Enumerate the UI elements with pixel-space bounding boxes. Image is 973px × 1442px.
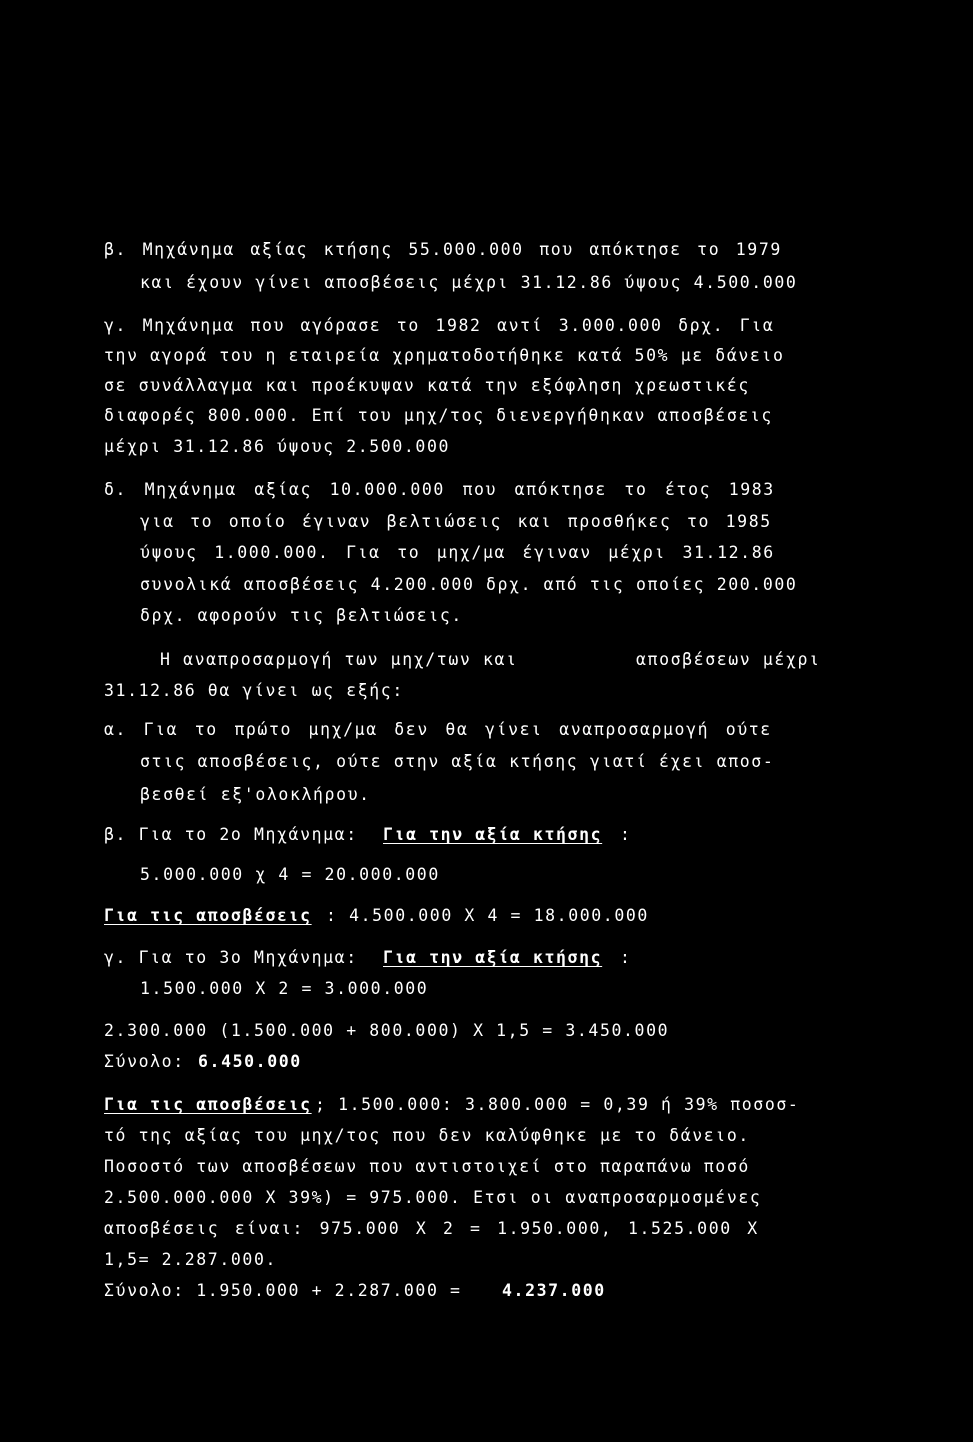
text-line: β. Μηχάνημα αξίας κτήσης 55.000.000 που απόκτησε το 1979 [104,240,782,259]
text-line: μέχρι 31.12.86 ύψους 2.500.000 [104,437,451,456]
text-line: Η αναπροσαρμογή των μηχ/των και [160,650,518,669]
text-line: Σύνολο: [104,1052,185,1071]
text-line: 2.300.000 (1.500.000 + 800.000) Χ 1,5 = 3.450.000 [104,1021,670,1040]
total-value: 4.237.000 [502,1281,606,1300]
text-line: σε συνάλλαγμα και προέκυψαν κατά την εξόφληση χρεωστικές [104,376,750,395]
text-line: τό της αξίας του μηχ/τος που δεν καλύφθηκε με το δάνειο. [104,1126,750,1145]
text-line: αποσβέσεις είναι: 975.000 Χ 2 = 1.950.000, 1.525.000 Χ [104,1219,759,1238]
text-line: γ. Για το 3ο Μηχάνημα: [104,948,358,967]
text-line: και έχουν γίνει αποσβέσεις μέχρι 31.12.86 ύψους 4.500.000 [140,273,798,292]
underlined-heading: Για τις αποσβέσεις [104,906,312,925]
text-line: δρχ. αφορούν τις βελτιώσεις. [140,606,463,625]
text-line: βεσθεί εξ'ολοκλήρου. [140,785,371,804]
text-line: δ. Μηχάνημα αξίας 10.000.000 που απόκτησε το έτος 1983 [104,480,775,499]
text-line: : 4.500.000 Χ 4 = 18.000.000 [326,906,649,925]
text-line: την αγορά του η εταιρεία χρηματοδοτήθηκε κατά 50% με δάνειο [104,346,785,365]
text-line: : [620,825,632,844]
text-line: στις αποσβέσεις, ούτε στην αξία κτήσης γιατί έχει αποσ- [140,752,775,771]
text-line: γ. Μηχάνημα που αγόρασε το 1982 αντί 3.000.000 δρχ. Για [104,316,775,335]
underlined-heading: Για την αξία κτήσης [383,948,603,967]
text-line: β. Για το 2ο Μηχάνημα: [104,825,358,844]
text-line: 1,5= 2.287.000. [104,1250,278,1269]
text-line: αποσβέσεων μέχρι [636,650,821,669]
text-line: Σύνολο: 1.950.000 + 2.287.000 = [104,1281,462,1300]
text-line: : [620,948,632,967]
total-value: 6.450.000 [198,1052,302,1071]
underlined-heading: Για τις αποσβέσεις [104,1095,312,1114]
text-line: συνολικά αποσβέσεις 4.200.000 δρχ. από τις οποίες 200.000 [140,575,798,594]
text-line: διαφορές 800.000. Επί του μηχ/τος διενεργήθηκαν αποσβέσεις [104,406,773,425]
text-line: για το οποίο έγιναν βελτιώσεις και προσθήκες το 1985 [140,512,772,531]
text-line: α. Για το πρώτο μηχ/μα δεν θα γίνει αναπροσαρμογή ούτε [104,720,772,739]
text-line: 2.500.000.000 Χ 39%) = 975.000. Ετσι οι αναπροσαρμοσμένες [104,1188,762,1207]
text-line: ύψους 1.000.000. Για το μηχ/μα έγιναν μέχρι 31.12.86 [140,543,775,562]
text-line: Ποσοστό των αποσβέσεων που αντιστοιχεί στο παραπάνω ποσό [104,1157,750,1176]
underlined-heading: Για την αξία κτήσης [383,825,603,844]
text-line: ; 1.500.000: 3.800.000 = 0,39 ή 39% ποσοσ- [315,1095,800,1114]
text-line: 5.000.000 χ 4 = 20.000.000 [140,865,440,884]
text-line: 1.500.000 Χ 2 = 3.000.000 [140,979,429,998]
text-line: 31.12.86 θα γίνει ως εξής: [104,681,404,700]
